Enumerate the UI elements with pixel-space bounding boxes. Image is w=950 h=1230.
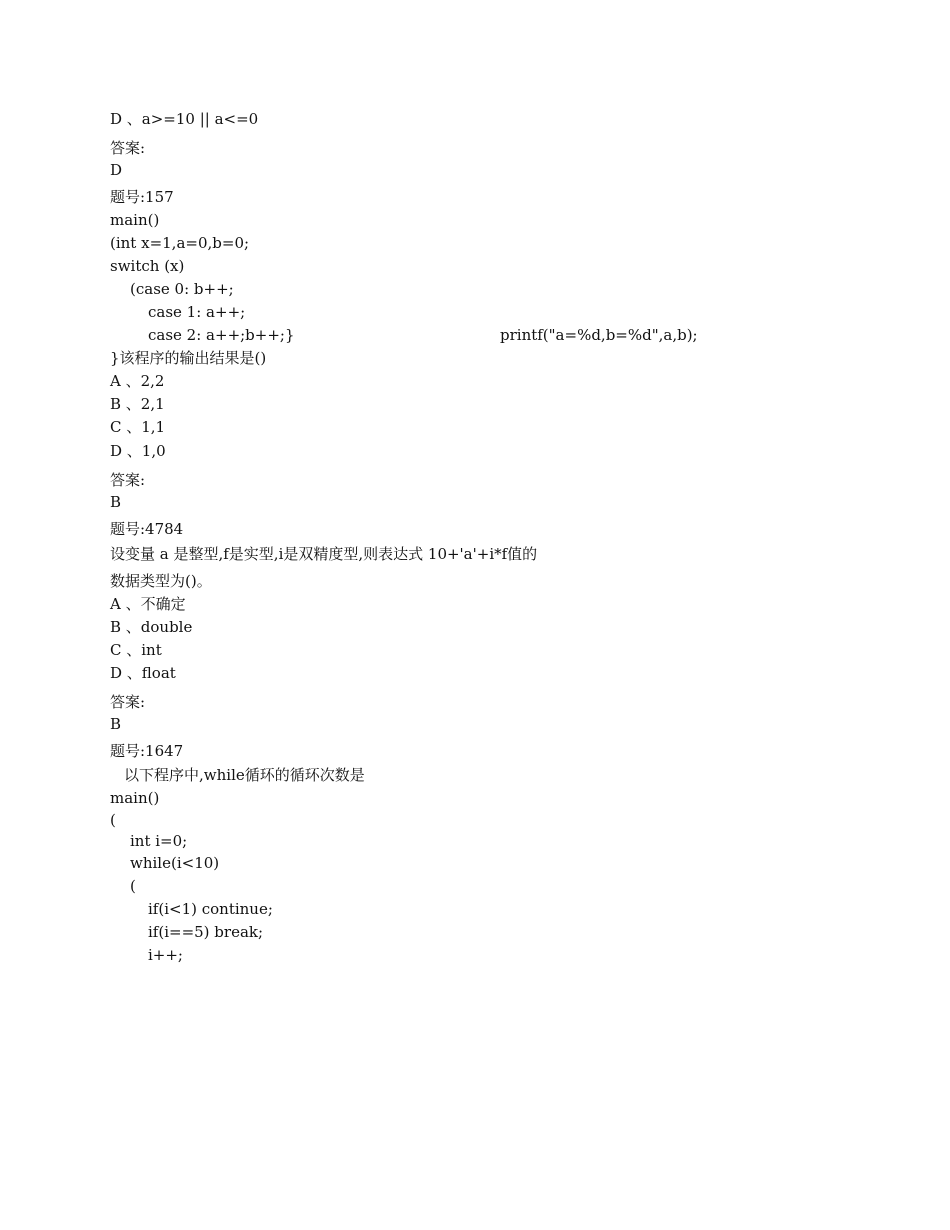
code-line: if(i<1) continue; xyxy=(148,900,273,918)
option-d: D 、a>=10 || a<=0 xyxy=(110,110,259,128)
code-line: i++; xyxy=(148,946,183,964)
answer-value: B xyxy=(110,493,122,511)
code-line: case 1: a++; xyxy=(148,303,246,321)
answer-value: B xyxy=(110,715,122,733)
option-c: C 、1,1 xyxy=(110,418,166,436)
option-c: C 、int xyxy=(110,641,162,659)
question-text: 以下程序中,while循环的循环次数是 xyxy=(124,766,365,784)
question-number: 题号:1647 xyxy=(110,742,184,760)
code-line: (case 0: b++; xyxy=(130,280,234,298)
answer-label: 答案: xyxy=(110,693,146,711)
code-line: ( xyxy=(130,877,136,895)
option-a: A 、不确定 xyxy=(110,595,186,613)
code-line: printf("a=%d,b=%d",a,b); xyxy=(500,326,698,344)
option-b: B 、double xyxy=(110,618,193,636)
code-line: while(i<10) xyxy=(130,854,220,872)
option-b: B 、2,1 xyxy=(110,395,165,413)
code-line: int i=0; xyxy=(130,832,188,850)
question-number: 题号:4784 xyxy=(110,520,184,538)
answer-label: 答案: xyxy=(110,139,146,157)
option-d: D 、float xyxy=(110,664,176,682)
question-number: 题号:157 xyxy=(110,188,174,206)
option-a: A 、2,2 xyxy=(110,372,165,390)
code-line: case 2: a++;b++;} xyxy=(148,326,295,344)
option-d: D 、1,0 xyxy=(110,442,166,460)
code-line: (int x=1,a=0,b=0; xyxy=(110,234,250,252)
question-text: 数据类型为()。 xyxy=(110,572,212,590)
code-line: main() xyxy=(110,211,160,229)
code-line: switch (x) xyxy=(110,257,185,275)
question-text: }该程序的输出结果是() xyxy=(110,349,267,367)
code-line: ( xyxy=(110,811,116,829)
answer-value: D xyxy=(110,161,123,179)
code-line: if(i==5) break; xyxy=(148,923,264,941)
question-text: 设变量 a 是整型,f是实型,i是双精度型,则表达式 10+'a'+i*f值的 xyxy=(110,545,538,563)
answer-label: 答案: xyxy=(110,471,146,489)
code-line: main() xyxy=(110,789,160,807)
